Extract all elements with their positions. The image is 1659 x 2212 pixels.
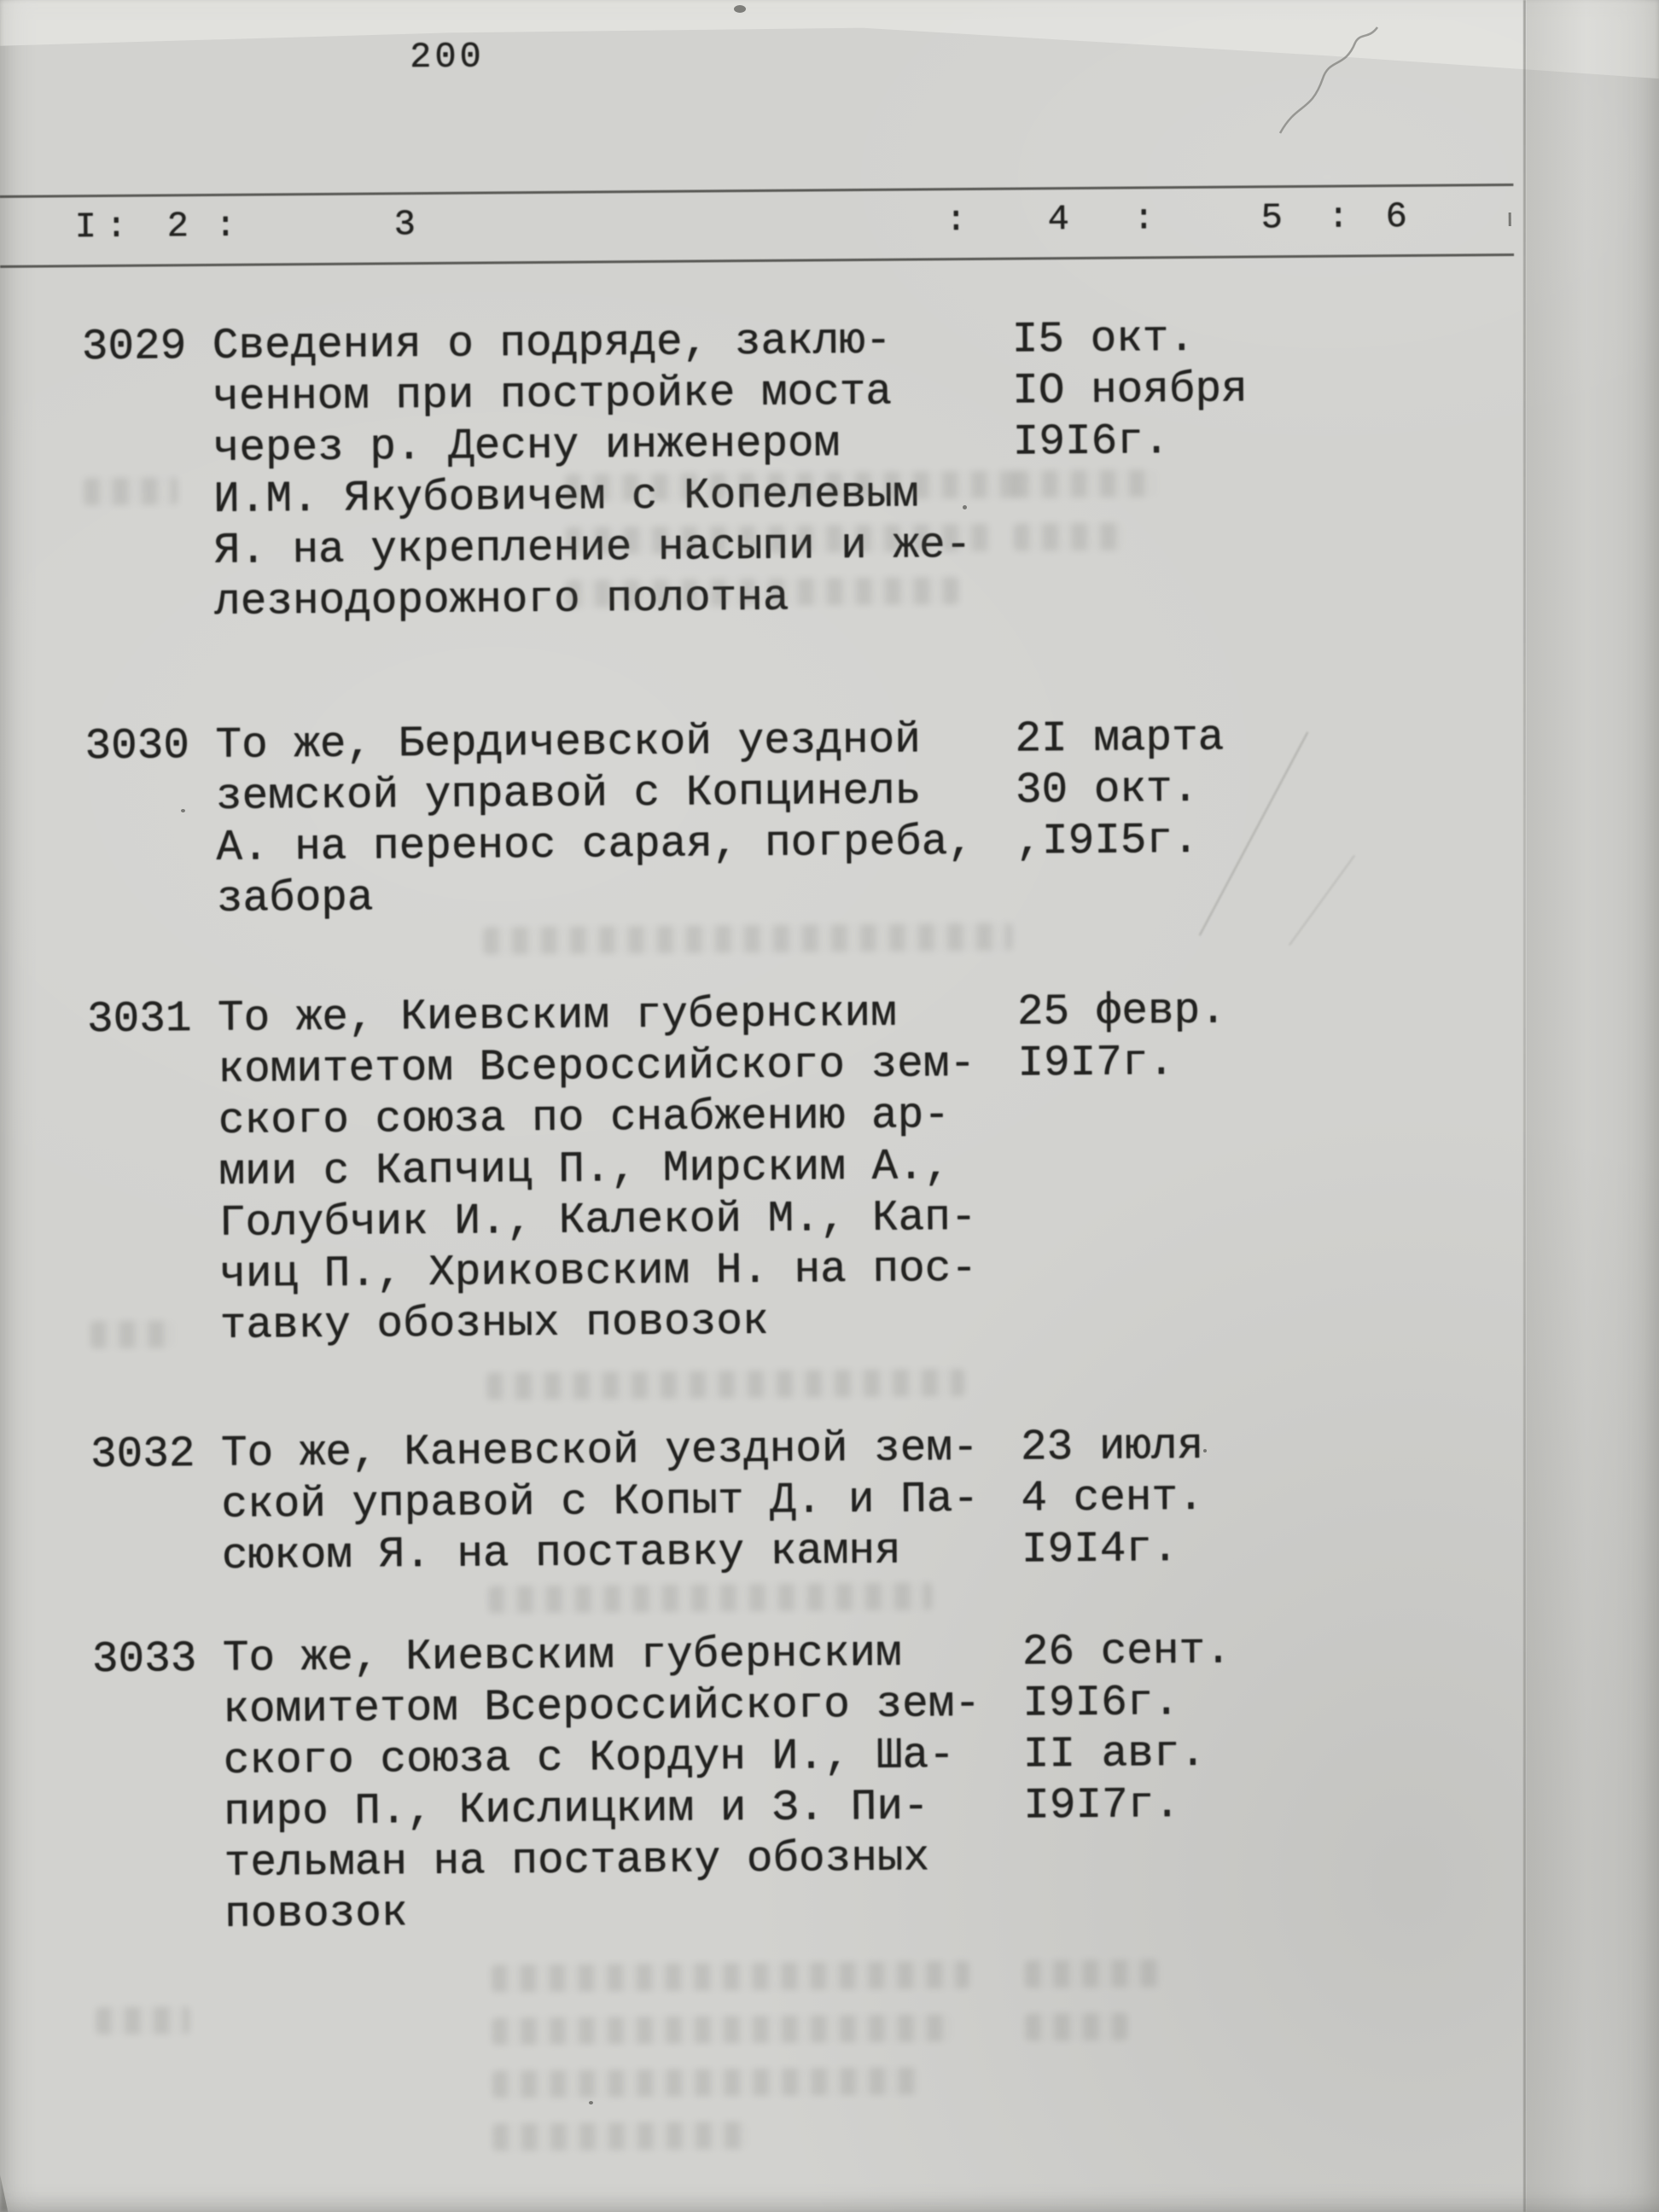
table-row (11, 1623, 1659, 1940)
entry-description: То же, Бердичевской уездной земской управой с Копцинель А. на перенос сарая, погреба, забора (215, 716, 975, 924)
bleedthrough-smudge (486, 1369, 964, 1400)
column-header-4: 4 (1047, 199, 1070, 241)
table-row (3, 710, 1659, 924)
entry-dates: 23 июля 4 сент. I9I4г. (1020, 1422, 1204, 1575)
column-separator: : (1327, 196, 1350, 238)
entry-dates: 26 сент. I9I6г. II авг. I9I7г. (1022, 1627, 1231, 1831)
scan-speck (963, 505, 967, 509)
bleedthrough-smudge (492, 1961, 969, 1992)
scan-speck (1203, 1449, 1207, 1452)
bleedthrough-smudge (96, 2006, 189, 2034)
scan-speck (589, 2101, 593, 2104)
table-header-rule-top (0, 183, 1513, 198)
entry-dates: I5 окт. IO ноября I9I6г. (1011, 314, 1248, 468)
entry-dates: 25 февр. I9I7г. (1016, 987, 1227, 1089)
bleedthrough-smudge (492, 2122, 748, 2151)
entry-number: 3029 (81, 323, 187, 373)
bleedthrough-smudge (483, 923, 1012, 955)
column-separator: : (945, 200, 968, 242)
bleedthrough-smudge (566, 577, 958, 608)
scan-speck (734, 5, 746, 13)
bleedthrough-smudge (1013, 469, 1158, 498)
column-separator: : (1132, 198, 1155, 240)
table-header-end-tick (1509, 212, 1511, 226)
entry-number: 3030 (84, 722, 190, 772)
bleedthrough-smudge (565, 471, 1026, 502)
bleedthrough-smudge (566, 524, 992, 555)
column-header-1: I (74, 207, 97, 248)
table-header-rule-bottom (0, 253, 1514, 268)
column-header-3: 3 (393, 204, 416, 246)
bleedthrough-smudge (1025, 1959, 1161, 1988)
entry-number: 3031 (86, 995, 192, 1045)
table-row (9, 1418, 1659, 1581)
page-number: 200 (409, 36, 485, 79)
bleedthrough-smudge (1013, 523, 1124, 551)
entry-description: Сведения о подряде, заклю- ченном при постройке моста через р. Десну инженером И.М. Якубовичем с Копелевым Я. на укрепление насыпи и же- лезнодорожного полотна (212, 317, 972, 627)
table-row (6, 983, 1659, 1351)
bleedthrough-smudge (492, 2014, 952, 2045)
column-separator: : (105, 206, 128, 247)
entry-number: 3032 (90, 1430, 195, 1481)
column-separator: : (214, 205, 237, 247)
bleedthrough-smudge (90, 1320, 176, 1348)
column-header-6: 6 (1385, 195, 1408, 238)
bleedthrough-smudge (1025, 2013, 1127, 2041)
bleedthrough-smudge (488, 1582, 932, 1613)
column-header-5: 5 (1260, 197, 1284, 239)
scan-speck (181, 809, 185, 812)
entry-dates: 2I марта 30 окт. ,I9I5г. (1015, 713, 1225, 867)
bleedthrough-smudge (492, 2068, 919, 2098)
column-header-2: 2 (166, 206, 189, 247)
entry-description: То же, Киевским губернским комитетом Всероссийского зем- ского союза с Кордун И., Ша- пиро П., Кислицким и З. Пи- тельман на поставку обозных повозок (222, 1629, 981, 1940)
bleedthrough-smudge (84, 477, 178, 505)
table-row (1, 311, 1659, 627)
entry-description: То же, Киевским губернским комитетом Всероссийского зем- ского союза по снабжению ар- мии с Капчиц П., Мирским А., Голубчик И., Калекой М., Кап- чиц П., Хриковским Н. на пос- тавку обозных повозок (217, 989, 978, 1351)
entry-description: То же, Каневской уездной зем- ской управой с Копыт Д. и Па- сюком Я. на поставку камня (220, 1423, 980, 1581)
entry-number: 3033 (91, 1635, 197, 1685)
